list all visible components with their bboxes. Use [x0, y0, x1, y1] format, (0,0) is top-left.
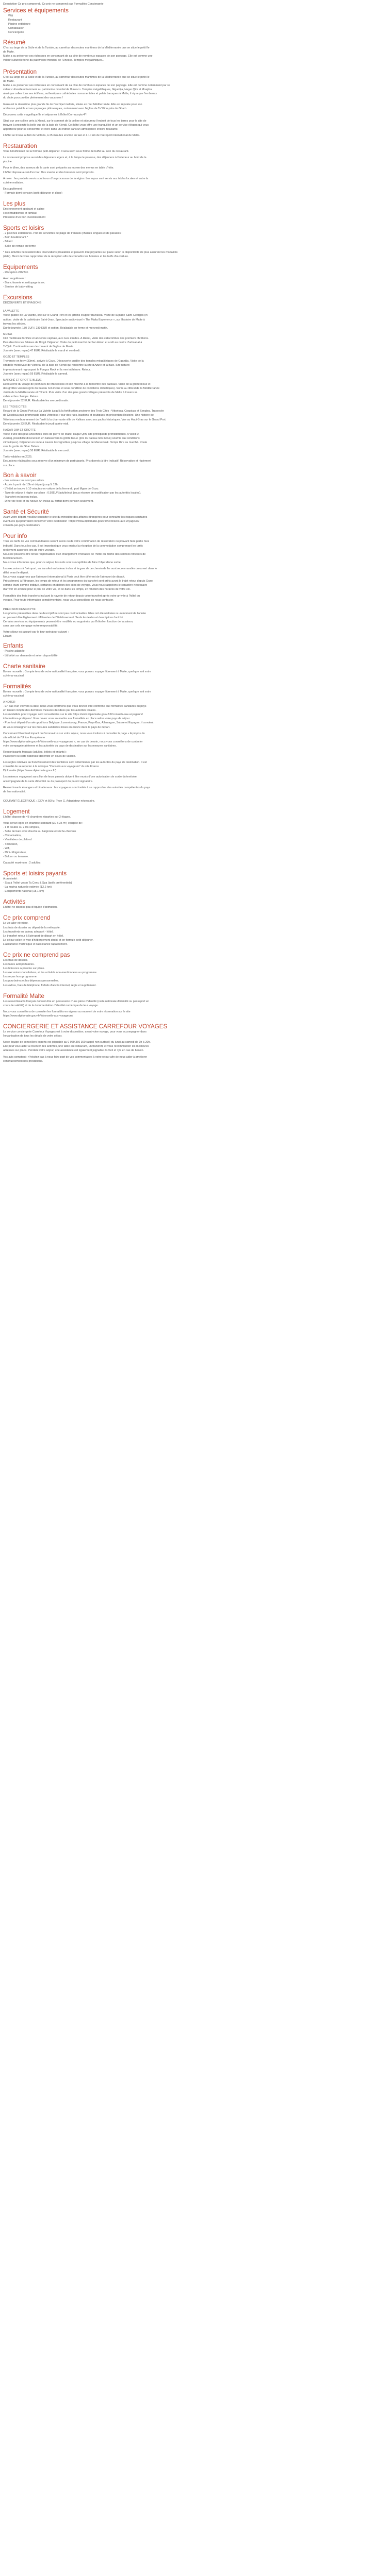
text-line: Les taxes aéroportuaires. — [3, 963, 35, 967]
text-line: Nous vous suggérons que l'aéroport international à Paris peut être différent de l'aéroport de départ. — [3, 575, 125, 579]
text-line: - En cas d'un vol vers la date, nous vous informons que vous devrez être conforme aux formalités sanitaires du pays — [3, 705, 146, 708]
excursions-section — [3, 294, 388, 467]
text-line: accompagnée de la carte d'identité ou du passeport du parent signataire. — [3, 779, 93, 783]
text-line: Diplomatie (https://www.diplomatie.gouv.fr/) — [3, 769, 57, 773]
activites-body — [3, 905, 388, 909]
formaliteweb-heading: Formalité Malte — [3, 992, 44, 999]
chartesanitaire-heading: Charte sanitaire — [3, 663, 45, 670]
pourinfo-heading: Pour info — [3, 533, 27, 540]
text-line: - Service de baby-sitting — [3, 285, 33, 289]
text-line: en tenant compte des dernières mesures décidées par les autorités locales. — [3, 709, 96, 713]
intro-links[interactable]: Description Ce prix comprend / Ce prix ne comprend pas Formalités Conciergerie — [3, 3, 104, 6]
text-line: (date). Merci de vous rapprocher de la réception afin de connaître les horaires et les tarifs d'ouverture. — [3, 255, 129, 258]
text-line: A noter : les produits servis sont issus d'un processus de la région. Les repas sont servis aux tables locales et entre la — [3, 177, 149, 180]
text-line: Avec supplément : — [3, 277, 26, 280]
plus-body — [3, 207, 388, 219]
text-line: L'hôtel dispose aussi d'un bar. Des snacks et des boissons sont proposés. — [3, 171, 95, 174]
text-line: - Piscine adaptée — [3, 650, 25, 653]
text-line: Ressortissants français (adultes, bébés et enfants) : — [3, 751, 68, 754]
text-line: https://www.diplomatie.gouv.fr/fr/conseils-aux-voyageurs/ », en cas de besoin, nous vous conseillons de contacter — [3, 740, 143, 743]
text-line: - Formule demi-pension (petit-déjeuner et dîner) — [3, 191, 62, 195]
text-line: Les repas hors programme. — [3, 975, 38, 979]
text-line: Formalités des frais transferts incluant la navette de retour depuis votre transfert après votre arrivée à l'hôtel du — [3, 594, 140, 598]
resume-heading: Résumé — [3, 39, 26, 46]
text-line: conseils-par-pays-destination/ — [3, 524, 40, 528]
text-line: Votre séjour est assuré par le tour opérateur suivant : — [3, 631, 69, 634]
courant-section — [3, 799, 388, 803]
services-item: Piscine extérieure — [8, 23, 30, 26]
text-line: - Réception 24h/24h — [3, 270, 28, 274]
text-line: - Spa à l'hôtel voisin Ta Cenc & Spa (tarifs préférentiels) — [3, 882, 72, 885]
excursions-subtitle: DÉCOUVERTE ET ÉVASIONS — [3, 301, 42, 305]
text-line: Découvrez cette magnifique île et séjournez à l'hôtel Cornucopia 4* ! — [3, 113, 88, 116]
text-line: - Télévision, — [3, 842, 18, 846]
text-line: Ressortissants étrangers et binationaux : les voyageurs sont invités à se rapprocher des autorités compétentes du pays — [3, 786, 151, 789]
equipements-heading: Equipements — [3, 263, 38, 270]
text-line: HAGAR QIM ET GROTTE — [3, 428, 36, 432]
text-line: Découverte du village de pêcheurs de Marsaxlokk et son marché à la rencontre des bateaux. Visite de la grotte bleue et — [3, 382, 151, 386]
text-line: voyage. Pour toute information complémentaire, nous vous conseillons de nous contacter. — [3, 598, 114, 602]
text-line: Traversée en ferry (30mn), arrivée à Gozo. Découverte guidée des temples mégalithiques de Ggantija. Visite de la — [3, 360, 144, 363]
text-line: Puis direction les falaises de Dingli. Déjeuner. Visite du petit marché de San Anton et arrêt au centre d'artisanat à — [3, 341, 142, 344]
text-line: Nous vous informons que, pour ce séjour, les nuits sont susceptibles de faire l'objet d'une sortie. — [3, 561, 122, 564]
text-line: GOZO ET TEMPLES — [3, 355, 29, 359]
necomprend-body — [3, 958, 388, 988]
text-line: du choix pour profiter pleinement des vacances ! — [3, 96, 63, 100]
excursions-heading: Excursions — [3, 294, 32, 301]
text-line: site officiel de l'Union Européenne : — [3, 736, 47, 739]
text-line: travers les siècles. — [3, 322, 26, 326]
text-line: schéma vaccinal. — [3, 694, 25, 698]
plus-section — [3, 200, 388, 219]
text-line: votre compagnie aérienne et les autorités du pays de destination sur les mesures sanitaires. — [3, 744, 117, 748]
sports-section — [3, 225, 388, 259]
text-line: de Cospicua puis promenade dans Vittoriosa : tour des rues, bastions et boutiques en présentant l'histoire. Une histoire de — [3, 414, 154, 417]
text-line: des grottes voisines (prix du bateau non inclus et sous condition de conditions climatiques). Sortie au littoral de la Méditerranée — [3, 386, 160, 390]
resume-body — [3, 46, 388, 62]
text-line: C'est au large de la Sicile et de la Tunisie, au carrefour des routes maritimes de la Méditerranée que se situe le petit île — [3, 75, 150, 79]
text-line: de leur nationalité. — [3, 790, 26, 793]
text-line: continuellement nos prestations. — [3, 1059, 43, 1063]
presentation-heading: Présentation — [3, 68, 37, 75]
services-item: Climatisation — [8, 27, 24, 30]
text-line: valeur culturelle notamment au patrimoine mondial de l'Unesco. Temples mégalithiques, Gigantija, Hagar Qim et Mnajdra — [3, 88, 152, 92]
conciergerie-heading: CONCIERGERIE ET ASSISTANCE CARREFOUR VOYAGES — [3, 1023, 168, 1030]
text-line: Notre équipe de conseillers experts est joignable au 0 969 360 360 (appel non surtaxé) du lundi au samedi de 9h à 20h. — [3, 1041, 151, 1044]
text-line: En supplément : — [3, 187, 23, 191]
text-line: Les photos présentées dans ce descriptif ne sont pas contractuelles. Elles ont été réalisées à un moment de l'année — [3, 612, 146, 615]
comprend-body — [3, 921, 388, 946]
text-line: piscine. — [3, 160, 13, 164]
text-line: ainsi que celles tous ses édifices, authentiques cathédrales monumentales et palais baroques à Malte, il n'y a que l'embarras — [3, 92, 157, 96]
text-line: LA VALETTE — [3, 310, 20, 313]
text-line: Les excursions à l'aéroport, au transfert en bateau inclus et la gare de ce chemin de fer sont recommandés ou ouvert dans le — [3, 567, 157, 570]
text-line: Nous ne pouvons être tenus responsables d'un changement d'horaires de l'hôtel ou même des services hôteliers de — [3, 552, 146, 556]
presentation-body — [3, 75, 388, 138]
necomprend-heading: Ce prix ne comprend pas — [3, 952, 70, 958]
text-line: Les extras, frais de téléphone, forfaits d'accès internet, régie et supplément. — [3, 984, 96, 987]
text-line: Les excursions facultatives, et les activités non-mentionnées au programme. — [3, 971, 97, 975]
text-line: trouvez à proximité la belle vue de la baie de Xlendi. Cet hôtel vous offre une tranquillité et un service élégant qui vous — [3, 123, 149, 127]
text-line: Les modalités pour voyager sont consultables sur le site https://www.diplomatie.gouv.fr/fr/conseils-aux-voyageurs/ — [3, 713, 143, 717]
sante-body — [3, 515, 388, 528]
logement-body — [3, 815, 388, 865]
activites-heading: Activités — [3, 899, 26, 906]
services-section — [3, 7, 388, 35]
text-line: sans que cela n'engage notre responsabilité. — [3, 624, 58, 628]
text-line: Tarifs valables en 2025. — [3, 455, 32, 459]
text-line: - Mini-réfrigérateur, — [3, 851, 27, 854]
text-line: - Taxe de séjour à régler sur place : 0.50EUR/adulte/nuit (sous réserve de modification par les autorités locales). — [3, 491, 141, 495]
text-line: schéma vaccinal. — [3, 674, 25, 677]
text-line: Les frais de dossier au départ de la métropole. — [3, 926, 61, 929]
text-line: - Ventilateur de plafond — [3, 838, 32, 842]
text-line: impressionnant regroupant le Fungus Rock et la mer intérieure. Retour. — [3, 368, 91, 371]
formalites-section — [3, 683, 388, 794]
text-line: conseillé de se reporter à la rubrique "Conseils aux voyageurs" du site France — [3, 765, 99, 769]
text-line: L'hôtel se trouve à 3km de Victoria, à 25 minutes environ en taxi et à 10 km de l'aéroport international de Malte. — [3, 134, 140, 138]
text-line: apporterez pour se concentrer et vivre dans un endroit sans un atmosphère encore relaxante. — [3, 127, 119, 131]
courant-text: COURANT ÉLECTRIQUE : 230V et 50Hz. Type G. Adaptateur nécessaire. — [3, 799, 95, 803]
text-line: - Bain bouillonnant * — [3, 236, 28, 240]
text-line: comme étant comme indiqué, certaines en dehors des sites de voyage. Vous nous rappelons le caractère nécessaire — [3, 584, 148, 587]
text-line: Bonne nouvelle : Compte tenu de votre nationalité française, vous pouvez voyager librement à Malte, quel que soit votre — [3, 670, 151, 673]
text-line: Eleach — [3, 635, 12, 638]
text-line: ou peuvent être légèrement différentes de l'établissement. Seuls les textes et descriptions font foi. — [3, 616, 124, 619]
formalites-heading: Formalités — [3, 683, 31, 690]
text-line: - Climatisation, — [3, 834, 22, 838]
text-line: C'est au large de la Sicile et de la Tunisie, au carrefour des routes maritimes de la Méditerranée que se situe le petit île — [3, 46, 150, 49]
sports-heading: Sports et loisirs — [3, 225, 44, 232]
pourinfo-body — [3, 539, 388, 602]
text-line: A proximité : — [3, 877, 19, 880]
bonsavoir-body — [3, 479, 388, 504]
sportsloisirs-body — [3, 877, 388, 893]
text-line: Le service conciergerie Carrefour Voyages est à votre disposition, avant votre voyage, pour vous accompagner dans — [3, 1030, 147, 1034]
text-line: délai avant le départ. — [3, 571, 29, 575]
text-line: de Malte. — [3, 50, 15, 54]
text-line: Les frais de dossier. — [3, 959, 28, 962]
logement-heading: Logement — [3, 808, 30, 815]
text-line: - Wifi, — [3, 846, 10, 850]
text-line: - La marina naturelle estimée (12,2 km) — [3, 886, 52, 889]
text-line: Les ressortissants français doivent être en possession d'une pièce d'identité (carte nationale d'identité ou passeport en — [3, 999, 149, 1003]
activites-section — [3, 899, 388, 909]
text-line: sur place. — [3, 464, 15, 467]
text-line: Journée (avec repas) 47 EUR. Réalisable le mardi et vendredi. — [3, 349, 80, 353]
chartesanitaire-body — [3, 670, 388, 678]
text-line: - Billard — [3, 240, 13, 244]
text-line: de vous renseigner sur les mesures sanitaires mises en œuvre dans le pays de départ. — [3, 725, 110, 729]
text-line: Concernant l'éventuel impact du Coronavirus sur votre séjour, nous vous invitons à consulter la page « A propos du — [3, 732, 145, 735]
text-line: - Balcon ou terrasse. — [3, 855, 29, 858]
text-line: indicatif. Dans tous les cas, il est important que vous entriez la réception de la commodation comprenant les tarifs — [3, 544, 143, 548]
services-item: Wifi — [8, 14, 13, 18]
sportsloisirs-heading: Sports et loisirs payants — [3, 870, 67, 877]
text-line: Ta'Qali. Continuation vers le couvent de l'église de Mosta. — [3, 345, 74, 349]
text-line: éventuels qui pourraient concerner votre destination : https://www.diplomatie.gouv.fr/fr/conseils-aux-voyageurs/ — [3, 520, 140, 523]
restauration-heading: Restauration — [3, 143, 37, 150]
text-line: informations-pratiques/. Vous devez vous soumettre aux formalités en place selon votre pays de séjour. — [3, 717, 131, 721]
text-line: option : visite de la cathédrale Saint-Jean. Spectacle audiovisuel « The Malta Experience », sur l'histoire de Malte à — [3, 318, 145, 321]
text-line: L'hôtel ne dispose pas d'équipe d'animation. — [3, 906, 58, 909]
text-line: Les transferts en bateau aéroport - hôtel. — [3, 930, 54, 934]
logement-section — [3, 808, 388, 865]
text-line: Tous les tarifs de vos commanditaires seront suivis ou de votre confirmation de réservation ou pouvant faire partie fees — [3, 540, 150, 544]
text-line: LES TROIS CITÉS — [3, 405, 27, 409]
text-line: ambiance paisible et ses paysages pittoresques, notamment avec l'église de Ta' Pinu près de Gharb. — [3, 107, 127, 110]
text-line: - Dîner de Noël et du Nouvel An inclus au forfait demi-pension seulement. — [3, 500, 94, 503]
text-line: Vous bénéficierez de la formule petit-déjeuner. Il sera servi sous forme de buffet au sein du restaurant. — [3, 150, 129, 154]
text-line: - Salle de bain avec douche ou baignoire et sèche-cheveux — [3, 830, 76, 834]
text-line: Précisément, à l'étranger, les temps de retour et les programmes du transfert sont prêts avant le trajet retour depuis Gozo — [3, 580, 153, 583]
text-line: vers la grotte de Ghar Dalam. — [3, 445, 40, 449]
services-item: Restaurant — [8, 19, 22, 22]
text-line: Les pourboires et les dépenses personnelles. — [3, 979, 59, 983]
text-line: MARCHÉ ET GROTTE BLEUE — [3, 378, 42, 382]
text-line: Zurrieq, possibilité d'excursion en bateau vers la grotte bleue (prix du bateau non inclus) soumis aux conditions — [3, 436, 140, 440]
text-line: climatiques). Déjeuner en route à travers les vignobles jusqu'au village de Marsaxlokk. Temps libre au marché. Route — [3, 441, 148, 445]
text-line: Visite d'une des plus anciennes cités de pierre de Malte, Hagar Qim, site principal de préhistoriques. A Wied iz- — [3, 432, 140, 436]
pourinfo-section — [3, 533, 388, 602]
text-line: Nous vous conseillons de consulter les formalités en vigueur au moment de votre réservation sur le site — [3, 1010, 131, 1013]
text-line: l'organisation de tous les détails de votre séjour. — [3, 1035, 62, 1038]
enfants-heading: Enfants — [3, 642, 24, 650]
text-line: Les règles relatives au franchissement des frontières sont déterminées par les autorités du pays de destination. Il est — [3, 761, 147, 765]
resume-section — [3, 39, 388, 62]
services-heading: Services et équipements — [3, 7, 69, 14]
text-line: Regard de la Grand Port sur La Valette jusqu'à la fortification ancienne des Trois Cités : Vittoriosa, Cospicua et Senglea. Traversée — [3, 410, 164, 413]
text-line: - Equipements national (18,1 km) — [3, 890, 44, 893]
text-line: - Accès à partir de 15h et départ jusqu'à 12h. — [3, 483, 59, 486]
text-line: Excursions réalisables sous réserve d'un minimum de participants. Prix donnés à titre indicatif. Réservation et règlement — [3, 460, 151, 463]
text-line: Environnement apaisant et calme — [3, 208, 45, 211]
restauration-section — [3, 143, 388, 195]
text-line: - L'hôtel se trouve à 10 minutes en voiture de la ferme du port Mgarr de Gozo. — [3, 487, 99, 490]
text-line: Le vol aller et retour. — [3, 922, 28, 925]
text-line: Demi-journée 32 EUR. Réalisable les mercredi matin. — [3, 399, 69, 403]
text-line: - 2 piscines extérieures. Prêt de serviettes de plage de transats (chaises longues et de parasols ! — [3, 232, 123, 235]
text-line: Journée (avec repas) 59 EUR. Réalisable le samedi. — [3, 372, 68, 376]
text-line: cuisine maltaise. — [3, 181, 24, 184]
text-line: A NOTER — [3, 700, 15, 704]
text-line: Demi-journée 33 EUR. Réalisable le jeudi après-midi. — [3, 422, 69, 426]
text-line: Bonne nouvelle : Compte tenu de votre nationalité française, vous pouvez voyager librement à Malte, quel que soit votre — [3, 690, 151, 693]
text-line: Visite guidée de La Valette, site sur le Grand Port et les jardins d'Upper Barracca. Visite de la place Saint-Georges (in — [3, 314, 148, 317]
text-line: - Les animaux ne sont pas admis. — [3, 479, 45, 482]
formalites-body — [3, 690, 388, 794]
text-line: - 1 lit double ou 2 lits simples, — [3, 826, 40, 829]
equipements-section — [3, 264, 388, 289]
text-line: Les mineurs voyageant sans l'un de leurs parents doivent être munis d'une autorisation de sortie du territoire — [3, 775, 137, 779]
text-line: adresses sur place. Pendant votre séjour, une assistance est également joignable 24h/24 et 7j/7 en cas de besoin. — [3, 1049, 144, 1053]
text-line: Pour le dîner, des saveurs de la carte sont préparés au moyen des menus en table d'hôte. — [3, 166, 114, 170]
text-line: Hôtel traditionnel et familial — [3, 212, 37, 215]
enfants-body — [3, 649, 388, 657]
text-line: Le restaurant propose aussi des déjeuners légers et, à la lampe le paresse, des déjeuners à l'extérieur au bord de la — [3, 156, 146, 160]
text-line: citadelle médiévale de Victoria, de la baie de Xlendi qui rencontre la cité d'Azure et la Baie. Site naturel — [3, 364, 130, 367]
conciergerie-section — [3, 1023, 388, 1063]
text-line: Malte a su préserver ses richesses en conservant de sa côte de nombreux espaces de son paysage. Elle est comme une — [3, 54, 153, 58]
excursions-body — [3, 309, 388, 467]
conciergerie-body — [3, 1030, 388, 1063]
text-line: réellement accordés lors de votre voyage. — [3, 548, 55, 552]
text-line: Journée (avec repas) 58 EUR. Réalisable le mercredi. — [3, 449, 70, 453]
text-line: - Blanchisserie et nettoyage à sec — [3, 281, 45, 285]
text-line: Cité médiévale fortifiée et ancienne capitale, aux rues étroites. A Rabat, visite des catacombes des premiers chrétiens. — [3, 336, 149, 340]
services-item: Conciergerie — [8, 31, 24, 35]
text-line: L'hôtel dispose de 48 chambres réparties sur 2 étages. — [3, 815, 71, 819]
text-line: Situé sur une colline près à Xlendi, sur le sommet de la colline et séjournez l'endroit de tous les terres pour le site de — [3, 119, 146, 123]
formaliteweb-section — [3, 993, 388, 1018]
text-line: Elle peut vous aider à réserver des activités, une table au restaurant, un transfert, et vous recommander les meilleures — [3, 1045, 149, 1048]
text-line: Avant votre départ, veuillez consulter le site du ministère des affaires étrangères pour connaître les risques sanitaires — [3, 516, 148, 519]
plus-heading: Les plus — [3, 200, 26, 207]
sports-body — [3, 231, 388, 259]
text-line: Vittoriosa remboursement de l'arrêt à la charmante ville de Kalkara avec ses yachts historiques. Vue au Haut-Bras sur le Grand Port. — [3, 418, 167, 421]
text-line: Les boissons à prendre sur place. — [3, 967, 45, 971]
text-line: Présence d'un bon investissement — [3, 216, 45, 219]
text-line: cours de validité) et de la documentation d'identité numérique de leur voyage. — [3, 1004, 99, 1007]
text-line: Vos avis comptent : n'hésitez pas à nous faire part de vos commentaires à votre retour afin de nous aider à améliorer — [3, 1055, 148, 1059]
text-line: de Malte. — [3, 80, 15, 83]
bonsavoir-section — [3, 472, 388, 504]
text-line: Le transfert retour à l'aéroport de départ en hôtel. — [3, 934, 64, 938]
text-line: Capacité maximum : 2 adultes — [3, 861, 41, 865]
text-line: fonctionnement. — [3, 556, 23, 560]
text-line: vallée et les champs. Retour. — [3, 395, 39, 399]
text-line: Jardin de la Méditerranée et l'Orient. Puis visite d'un des plus grands villages préservés de Malte à travers sa — [3, 391, 138, 394]
text-line: Gozo est la deuxième plus grande île de l'archipel maltais, située en mer Méditerranée. Elle est réputée pour son — [3, 103, 142, 106]
text-line: https://www.diplomatie.gouv.fr/fr/conseils-aux-voyageurs/ — [3, 1014, 73, 1018]
equipements-body — [3, 270, 388, 289]
text-line: - Pour tout départ d'un aéroport hors Belgique, Luxembourg, France, Pays-Bas, Allemagne, Suisse et Espagne, il convient — [3, 721, 154, 725]
text-line: * Ces activités nécessitent des réservations préalables et peuvent être payantes sur place selon la disponibilité de plus assurent les modalités — [3, 250, 178, 254]
sante-heading: Santé et Sécurité — [3, 509, 49, 516]
text-line: - Transfert en bateau inclus. — [3, 495, 38, 499]
sante-section — [3, 509, 388, 528]
necomprend-section — [3, 952, 388, 988]
text-line: - Lit bébé sur demande et selon disponibilité — [3, 654, 58, 657]
text-line: Passeport ou carte nationale d'identité en cours de validité. — [3, 755, 76, 758]
text-line: Durée journée. 180 EUR / 230 EUR et option. Réalisable en ferme et mercredi matin. — [3, 326, 108, 330]
text-line: d'arriver en avance pour le prix de votre vol, et ce dans les temps, en fonction des horaires de votre vol. — [3, 588, 131, 591]
text-line: Certains services ou équipements peuvent être modifiés ou supprimés par l'hôtel en fonction de la saison, — [3, 620, 134, 624]
text-line: L'assurance multirisque et l'assistance rapatriement. — [3, 942, 68, 946]
bonsavoir-heading: Bon à savoir — [3, 471, 37, 479]
text-line: - Salle de remise en forme — [3, 244, 36, 248]
precision-heading: PRÉCISION DESCRIPTIF — [3, 607, 36, 611]
text-line: Le séjour selon le type d'hébergement choisi et en formule petit-déjeuner. — [3, 938, 94, 942]
presentation-section — [3, 69, 388, 138]
enfants-section — [3, 642, 388, 657]
restauration-body — [3, 149, 388, 195]
sportsloisirs-section — [3, 870, 388, 893]
comprend-section — [3, 914, 388, 946]
precision-section — [3, 607, 388, 639]
formaliteweb-body — [3, 999, 388, 1018]
text-line: valeur culturelle forte du patrimoine mondial de l'Unesco. Temples mégalithiques... — [3, 58, 105, 62]
precision-body — [3, 612, 388, 639]
text-line: Vous serez logés en chambre standard (30 à 35 m²) équipée de : — [3, 822, 84, 825]
comprend-heading: Ce prix comprend — [3, 914, 51, 922]
chartesanitaire-section — [3, 663, 388, 678]
text-line: MDINA — [3, 332, 12, 336]
text-line: Malte a su préserver ses richesses en conservant de sa côte de nombreux espaces de son paysage. Elle est comme notamment par sa — [3, 84, 170, 88]
